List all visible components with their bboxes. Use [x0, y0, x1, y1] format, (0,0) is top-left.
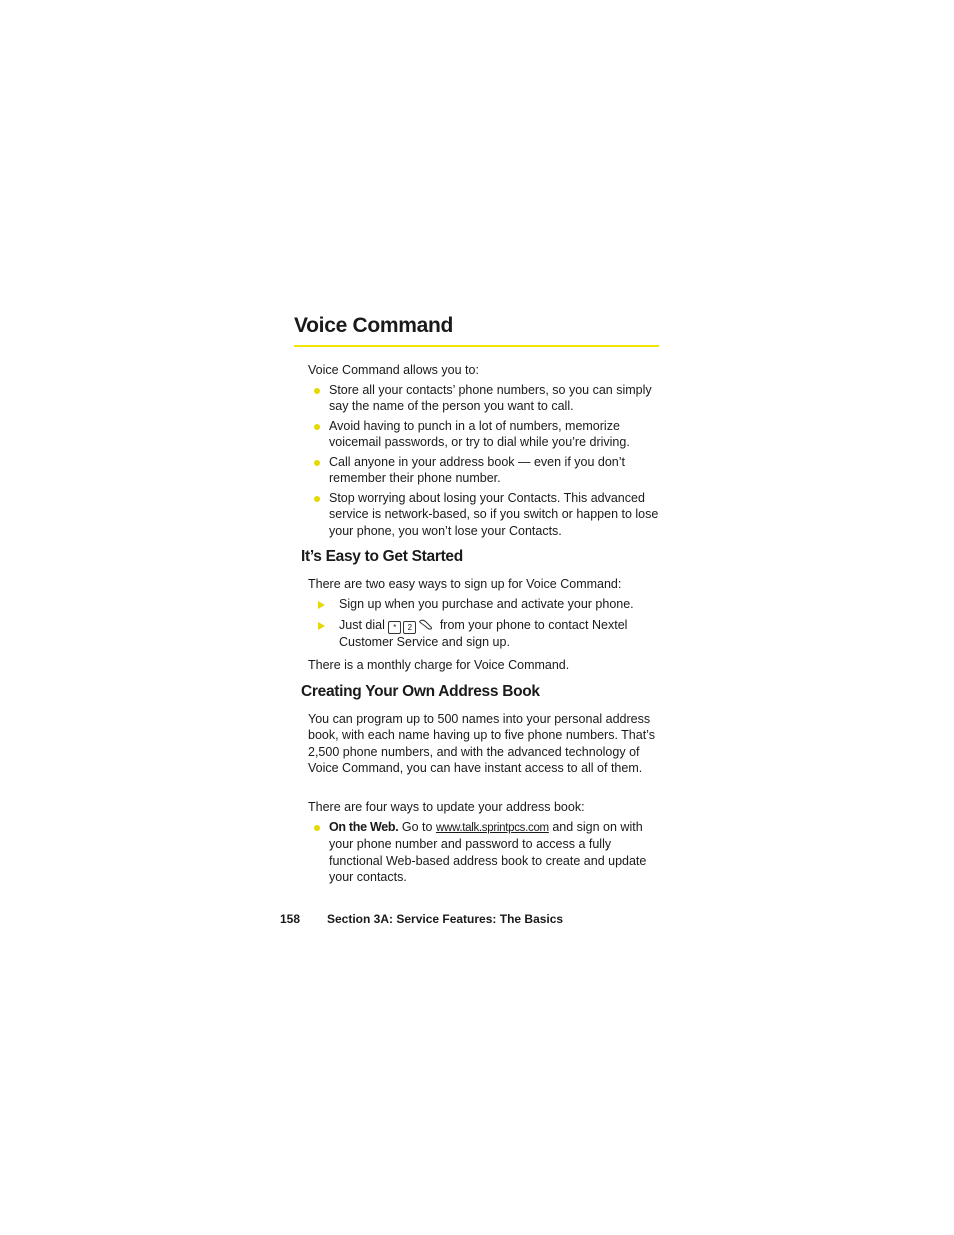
signup-step — [339, 617, 664, 651]
arrow-bullet-icon — [318, 601, 325, 609]
title-underline — [294, 345, 659, 347]
update-method-web — [329, 819, 664, 885]
web-label: On the Web. — [329, 820, 399, 834]
footer-section-title: Section 3A: Service Features: The Basics — [327, 912, 564, 926]
update-ways-intro: There are four ways to update your address book: — [308, 800, 585, 814]
page-title: Voice Command — [294, 314, 454, 337]
bullet-dot-icon — [314, 388, 320, 394]
two-key-icon: 2 — [403, 621, 416, 634]
bullet-dot-icon — [314, 460, 320, 466]
benefit-item — [329, 418, 664, 451]
benefit-item — [329, 382, 664, 415]
arrow-bullet-icon — [318, 622, 325, 630]
dial-suffix: from your phone to contact Nextel Customer Service and sign up. — [339, 618, 628, 649]
intro-text: Voice Command allows you to: — [308, 363, 479, 377]
address-book-description: You can program up to 500 names into your personal address book, with each name having up to five phone numbers. That’s 2,500 phone numbers, and with the advanced technology of Voice Command, you can have instant access to all of them. — [308, 712, 655, 775]
benefit-item — [329, 454, 664, 487]
bullet-dot-icon — [314, 424, 320, 430]
signup-intro: There are two easy ways to sign up for Voice Command: — [308, 577, 622, 591]
web-link[interactable]: www.talk.sprintpcs.com — [435, 822, 549, 834]
signup-step-text: Sign up when you purchase and activate your phone. — [339, 597, 634, 611]
web-description: and sign on with your phone number and password to access a fully functional Web-based address book to create and update your contacts. — [329, 820, 647, 884]
benefit-text: Call anyone in your address book — even if you don’t remember their phone number. — [329, 455, 626, 486]
benefit-item — [329, 490, 664, 539]
star-key-icon: * — [388, 621, 401, 634]
signup-step — [339, 596, 664, 613]
benefit-text: Stop worrying about losing your Contacts. This advanced service is network-based, so if you switch or happen to lose your phone, you won’t lose your Contacts. — [329, 491, 659, 538]
bullet-dot-icon — [314, 496, 320, 502]
web-goto: Go to — [401, 820, 433, 834]
monthly-charge-note: There is a monthly charge for Voice Command. — [308, 658, 570, 672]
section-heading-get-started: It’s Easy to Get Started — [301, 548, 463, 565]
benefit-text: Store all your contacts’ phone numbers, so you can simply say the name of the person you want to call. — [329, 383, 652, 414]
bullet-dot-icon — [314, 825, 320, 831]
dial-prefix: Just dial — [339, 618, 385, 632]
section-heading-address-book: Creating Your Own Address Book — [301, 683, 540, 700]
talk-key-icon — [418, 618, 434, 630]
page-number: 158 — [280, 912, 301, 926]
benefit-text: Avoid having to punch in a lot of numbers, memorize voicemail passwords, or try to dial while you’re driving. — [329, 419, 630, 450]
